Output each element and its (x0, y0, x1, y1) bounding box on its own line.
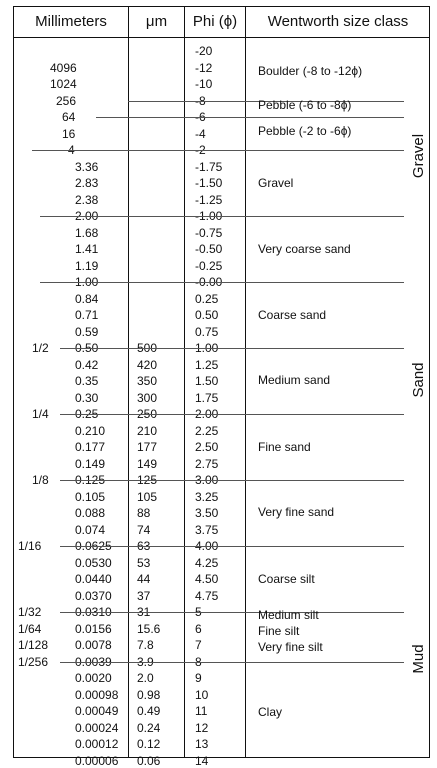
millimeter-value: 256 (56, 93, 77, 108)
column-divider-1 (128, 6, 129, 758)
phi-value: 1.00 (195, 341, 219, 355)
millimeter-value: 0.00006 (75, 753, 119, 768)
class-label: Fine sand (258, 440, 311, 454)
phi-value: -0.50 (195, 242, 223, 256)
millimeter-value: 0.0310 (75, 605, 112, 619)
fraction-label: 1/64 (18, 621, 42, 636)
millimeter-value: 0.0370 (75, 588, 112, 603)
phi-value: -1.50 (195, 176, 223, 190)
millimeter-value: 0.30 (75, 390, 99, 405)
millimeter-value: 0.0078 (75, 638, 112, 652)
millimeter-value: 1.68 (75, 225, 99, 240)
micrometer-value: 88 (137, 506, 151, 520)
phi-value: -12 (195, 60, 213, 75)
millimeter-value: 0.105 (75, 489, 106, 504)
micrometer-value: 74 (137, 522, 151, 537)
fraction-label: 1/2 (32, 341, 49, 355)
phi-value: -0.00 (195, 275, 223, 289)
micrometer-value: 149 (137, 456, 158, 471)
class-label: Pebble (-6 to -8ϕ) (258, 98, 352, 112)
phi-value: 1.75 (195, 390, 219, 405)
micrometer-value: 105 (137, 489, 158, 504)
millimeter-value: 0.074 (75, 522, 106, 537)
class-boundary-line (60, 480, 404, 481)
micrometer-value: 0.24 (137, 720, 161, 735)
phi-value: 0.25 (195, 291, 219, 306)
phi-value: 9 (195, 671, 202, 685)
fraction-label: 1/32 (18, 605, 42, 619)
header-divider (13, 37, 430, 38)
class-boundary-line (60, 414, 404, 415)
class-label: Gravel (258, 176, 294, 190)
group-label-gravel: Gravel (410, 133, 427, 179)
phi-value: 10 (195, 687, 209, 702)
phi-value: 3.50 (195, 506, 219, 520)
header-wentworth-class: Wentworth size class (267, 13, 409, 30)
micrometer-value: 63 (137, 539, 151, 553)
phi-value: -6 (195, 110, 206, 124)
phi-value: 8 (195, 654, 202, 669)
class-boundary-line (60, 348, 404, 349)
phi-value: -10 (195, 77, 213, 91)
millimeter-value: 0.59 (75, 324, 99, 339)
micrometer-value: 0.06 (137, 753, 161, 768)
fraction-label: 1/128 (18, 638, 49, 652)
phi-value: 2.50 (195, 440, 219, 454)
millimeter-value: 0.71 (75, 308, 99, 322)
column-divider-2 (184, 6, 185, 758)
micrometer-value: 300 (137, 390, 158, 405)
class-label: Coarse sand (258, 308, 327, 322)
class-label: Fine silt (258, 624, 300, 638)
micrometer-value: 250 (137, 407, 158, 421)
class-boundary-line (32, 150, 404, 151)
millimeter-value: 4096 (50, 60, 77, 75)
phi-value: 6 (195, 621, 202, 636)
phi-value: 0.75 (195, 324, 219, 339)
micrometer-value: 420 (137, 357, 158, 372)
class-boundary-line (60, 612, 404, 613)
millimeter-value: 3.36 (75, 159, 99, 174)
header-millimeters: Millimeters (35, 13, 107, 30)
micrometer-value: 31 (137, 605, 151, 619)
group-label-sand: Sand (410, 362, 427, 398)
phi-value: 3.75 (195, 522, 219, 537)
millimeter-value: 0.125 (75, 473, 106, 487)
phi-value: 1.25 (195, 357, 219, 372)
phi-value: 5 (195, 605, 202, 619)
phi-value: -4 (195, 126, 206, 141)
micrometer-value: 7.8 (137, 638, 154, 652)
millimeter-value: 0.42 (75, 357, 99, 372)
millimeter-value: 0.149 (75, 456, 106, 471)
phi-value: 13 (195, 737, 209, 751)
phi-value: -1.00 (195, 209, 223, 223)
millimeter-value: 16 (62, 126, 76, 141)
class-boundary-line (40, 282, 404, 283)
class-label: Boulder (-8 to -12ϕ) (258, 64, 363, 78)
fraction-label: 1/16 (18, 539, 42, 553)
millimeter-value: 1.19 (75, 258, 99, 273)
millimeter-value: 0.35 (75, 374, 99, 388)
micrometer-value: 350 (137, 374, 158, 388)
micrometer-value: 2.0 (137, 671, 154, 685)
millimeter-value: 0.00098 (75, 687, 119, 702)
phi-value: -0.25 (195, 258, 223, 273)
phi-value: -20 (195, 44, 213, 58)
header-phi: Phi (ϕ) (192, 13, 238, 30)
micrometer-value: 125 (137, 473, 158, 487)
phi-value: 3.25 (195, 489, 219, 504)
micrometer-value: 3.9 (137, 654, 154, 669)
millimeter-value: 64 (62, 110, 76, 124)
millimeter-value: 0.088 (75, 506, 106, 520)
micrometer-value: 500 (137, 341, 158, 355)
fraction-label: 1/4 (32, 407, 49, 421)
class-label: Clay (258, 705, 283, 719)
millimeter-value: 1.00 (75, 275, 99, 289)
phi-value: 4.75 (195, 588, 219, 603)
class-label: Very fine silt (258, 640, 323, 654)
micrometer-value: 15.6 (137, 621, 161, 636)
phi-value: -2 (195, 143, 206, 157)
millimeter-value: 0.00012 (75, 737, 119, 751)
phi-value: 2.75 (195, 456, 219, 471)
class-label: Medium sand (258, 373, 331, 387)
micrometer-value: 0.49 (137, 704, 161, 718)
millimeter-value: 2.38 (75, 192, 99, 207)
millimeter-value: 0.25 (75, 407, 99, 421)
millimeter-value: 0.0440 (75, 572, 112, 586)
class-label: Very coarse sand (258, 242, 351, 256)
micrometer-value: 0.98 (137, 687, 161, 702)
phi-value: 2.25 (195, 423, 219, 438)
class-boundary-line (60, 662, 404, 663)
phi-value: -0.75 (195, 225, 223, 240)
millimeter-value: 0.177 (75, 440, 106, 454)
millimeter-value: 2.83 (75, 176, 99, 190)
micrometer-value: 37 (137, 588, 151, 603)
micrometer-value: 0.12 (137, 737, 161, 751)
phi-value: 2.00 (195, 407, 219, 421)
fraction-label: 1/8 (32, 473, 49, 487)
phi-value: 4.25 (195, 555, 219, 570)
class-label: Coarse silt (258, 572, 315, 586)
millimeter-value: 0.50 (75, 341, 99, 355)
phi-value: 1.50 (195, 374, 219, 388)
millimeter-value: 1.41 (75, 242, 99, 256)
class-label: Very fine sand (258, 505, 335, 519)
millimeter-value: 0.0039 (75, 654, 112, 669)
class-boundary-line (40, 216, 404, 217)
micrometer-value: 177 (137, 440, 158, 454)
phi-value: 0.50 (195, 308, 219, 322)
fraction-label: 1/256 (18, 654, 49, 669)
phi-value: 14 (195, 753, 209, 768)
micrometer-value: 53 (137, 555, 151, 570)
phi-value: 4.50 (195, 572, 219, 586)
class-label: Medium silt (258, 608, 319, 622)
phi-value: -1.25 (195, 192, 223, 207)
millimeter-value: 0.0530 (75, 555, 112, 570)
phi-value: 12 (195, 720, 209, 735)
millimeter-value: 1024 (50, 77, 77, 91)
class-boundary-line (60, 546, 404, 547)
phi-value: -8 (195, 93, 206, 108)
header-micrometers: μm (145, 13, 168, 30)
group-label-mud: Mud (410, 644, 427, 674)
millimeter-value: 0.0020 (75, 671, 112, 685)
millimeter-value: 0.0625 (75, 539, 112, 553)
millimeter-value: 0.00049 (75, 704, 119, 718)
millimeter-value: 0.84 (75, 291, 99, 306)
phi-value: 7 (195, 638, 202, 652)
phi-value: 4.00 (195, 539, 219, 553)
class-boundary-line (96, 117, 404, 118)
phi-value: 11 (195, 704, 208, 718)
millimeter-value: 0.00024 (75, 720, 119, 735)
column-divider-3 (245, 6, 246, 758)
millimeter-value: 0.210 (75, 423, 106, 438)
millimeter-value: 4 (68, 143, 75, 157)
phi-value: 3.00 (195, 473, 219, 487)
millimeter-value: 0.0156 (75, 621, 112, 636)
micrometer-value: 44 (137, 572, 151, 586)
millimeter-value: 2.00 (75, 209, 99, 223)
phi-value: -1.75 (195, 159, 223, 174)
micrometer-value: 210 (137, 423, 158, 438)
class-label: Pebble (-2 to -6ϕ) (258, 124, 352, 138)
